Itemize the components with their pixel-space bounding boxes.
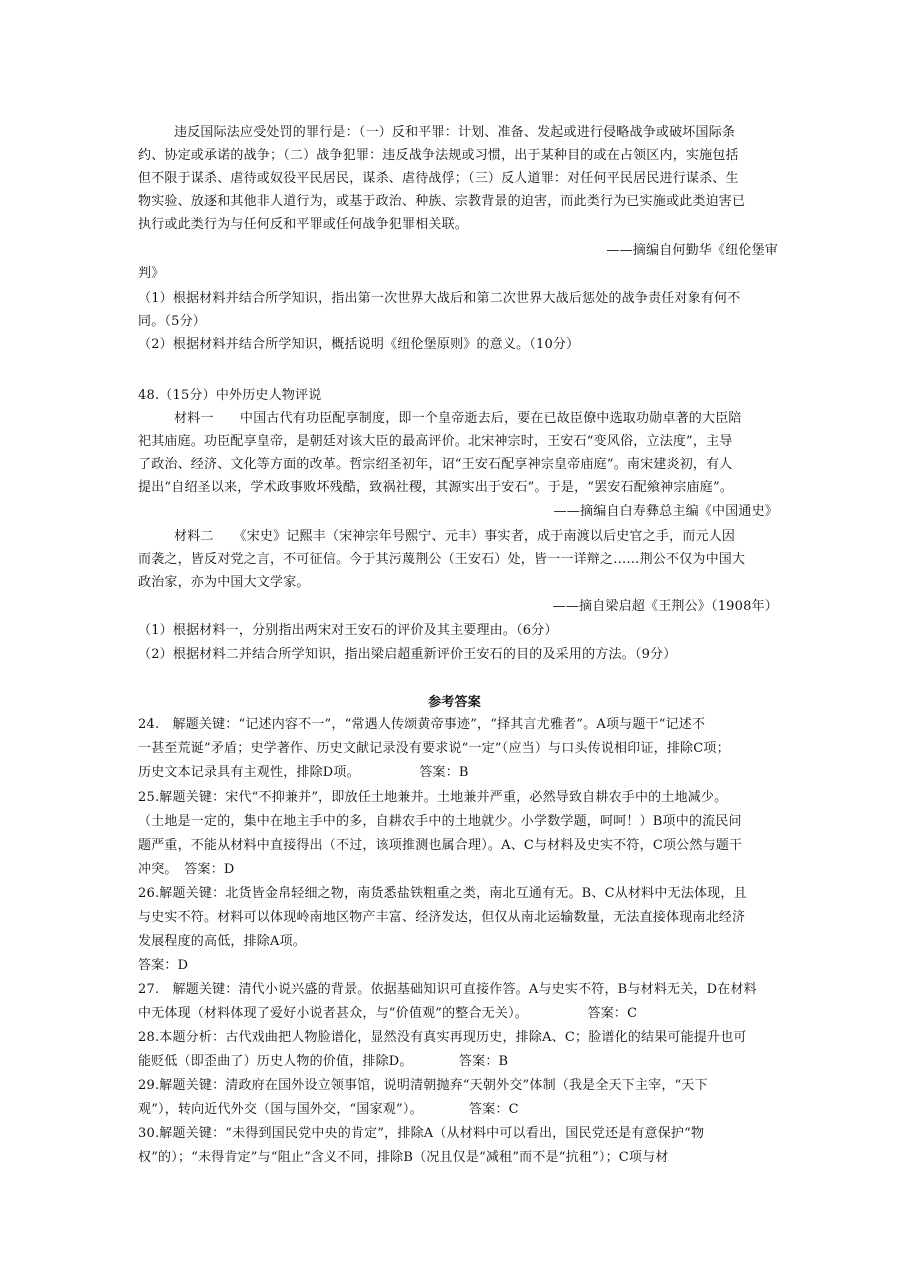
answer-29: 29.解题关键：清政府在国外设立领事馆，说明清朝抛弃“天朝外交”体制（我是全天下主宰，“天下 xyxy=(138,1078,708,1093)
question-48-1: （1）根据材料一，分别指出两宋对王安石的评价及其主要理由。（6分） xyxy=(138,623,558,638)
material-1-line: 提出“自绍圣以来，学术政事败坏残酷，致祸社稷，其源实出于安石”。于是，“罢安石配飨神宗庙庭”。 xyxy=(138,480,733,495)
answer-27: 中无体现（材料体现了爱好小说者甚众，与“价值观”的整合无关）。 答案：C xyxy=(138,1006,638,1021)
answer-30: 权”的）；“未得肯定”与“阻止”含义不同，排除B（况且仅是“减租”而不是“抗租”）；C项与材 xyxy=(138,1150,669,1165)
material-text-line: 执行或此类行为与任何反和平罪或任何战争犯罪相关联。 xyxy=(138,217,469,232)
question-47-1: （1）根据材料并结合所学知识，指出第一次世界大战后和第二次世界大战后惩处的战争责任对象有何不 xyxy=(138,291,741,306)
answer-24: 历史文本记录具有主观性，排除D项。 答案：B xyxy=(138,765,469,780)
material-text-line: 但不限于谋杀、虐待或奴役平民居民，谋杀、虐待战俘；（三）反人道罪：对任何平民居民进行谋杀、生 xyxy=(138,171,739,186)
answer-27: 27. 解题关键：清代小说兴盛的背景。依据基础知识可直接作答。A与史实不符，B与材料无关，D在材料 xyxy=(138,982,757,997)
material-text-line: 约、协定或承诺的战争；（二）战争犯罪：违反战争法规或习惯，出于某种目的或在占领区内，实施包括 xyxy=(138,148,739,163)
source-citation-continued: 判》 xyxy=(138,266,165,281)
answer-28: 28.本题分析：古代戏曲把人物脸谱化，显然没有真实再现历史，排除A、C；脸谱化的结果可能提升也可 xyxy=(138,1030,747,1045)
answer-25: 冲突。 答案：D xyxy=(138,862,235,877)
answer-28: 能贬低（即歪曲了）历史人物的价值，排除D。 答案：B xyxy=(138,1054,509,1069)
source-citation: ——摘编自白寿彝总主编《中国通史》 xyxy=(553,504,778,519)
answer-25: 题严重，不能从材料中直接得出（不过，该项推测也属合理）。A、C与材料及史实不符，C项公然与题干 xyxy=(138,838,743,853)
material-2-line: 而袭之，皆反对党之言，不可征信。今于其污蔑荆公（王安石）处，皆一一详辩之……荆公不仅为中国大 xyxy=(138,552,746,567)
source-citation: ——摘编自何勤华《纽伦堡审 xyxy=(606,243,778,258)
answer-26: 发展程度的高低，排除A项。 xyxy=(138,934,306,949)
answer-26: 答案：D xyxy=(138,958,189,973)
answer-26: 26.解题关键：北货皆金帛轻细之物，南货悉盐铁粗重之类，南北互通有无。B、C从材料中无法体现，且 xyxy=(138,886,747,901)
material-text-line: 违反国际法应受处罚的罪行是：（一）反和平罪：计划、准备、发起或进行侵略战争或破坏国际条 xyxy=(174,125,736,140)
question-48-2: （2）根据材料二并结合所学知识，指出梁启超重新评价王安石的目的及采用的方法。（9分） xyxy=(138,647,677,662)
answer-29: 观”），转向近代外交（国与国外交，“国家观”）。 答案：C xyxy=(138,1102,519,1117)
material-2-line: 政治家，亦为中国大文学家。 xyxy=(138,575,310,590)
question-47-2: （2）根据材料并结合所学知识，概括说明《纽伦堡原则》的意义。（10分） xyxy=(138,337,580,352)
answer-30: 30.解题关键：“未得到国民党中央的肯定”，排除A（从材料中可以看出，国民党还是有意保护“物 xyxy=(138,1126,705,1141)
material-1-line: 材料一 中国古代有功臣配享制度，即一个皇帝逝去后，要在已故臣僚中选取功勋卓著的大臣陪 xyxy=(174,411,742,426)
material-1-line: 了政治、经济、文化等方面的改革。哲宗绍圣初年，诏“王安石配享神宗皇帝庙庭”。南宋建炎初，有人 xyxy=(138,457,733,472)
question-48-heading: 48.（15分）中外历史人物评说 xyxy=(138,388,322,403)
material-text-line: 物实验、放逐和其他非人道行为，或基于政治、种族、宗教背景的迫害，而此类行为已实施或此类迫害已 xyxy=(138,194,746,209)
material-2-line: 材料二 《宋史》记熙丰（宋神宗年号熙宁、元丰）事实者，成于南渡以后史官之手，而元人因 xyxy=(174,529,736,544)
answer-24: 一甚至荒诞”矛盾；史学著作、历史文献记录没有要求说“一定”（应当）与口头传说相印证，排除C项； xyxy=(138,741,730,756)
answer-25: （土地是一定的，集中在地主手中的多，自耕农手中的土地就少。小学数学题，呵呵！）B项中的流民问 xyxy=(138,814,742,829)
answers-title: 参考答案 xyxy=(428,695,481,710)
source-citation: ——摘自梁启超《王荆公》（1908年） xyxy=(552,599,778,614)
answer-25: 25.解题关键：宋代“不抑兼并”，即放任土地兼并。土地兼并严重，必然导致自耕农手中的土地减少。 xyxy=(138,790,728,805)
answer-26: 与史实不符。材料可以体现岭南地区物产丰富、经济发达，但仅从南北运输数量，无法直接体现南北经济 xyxy=(138,910,746,925)
question-47-1-cont: 同。（5分） xyxy=(138,314,206,329)
answer-24: 24. 解题关键：“记述内容不一”，“常遇人传颂黄帝事迹”，“择其言尤雅者”。A项与题干“记述不 xyxy=(138,717,706,732)
material-1-line: 祀其庙庭。功臣配享皇帝，是朝廷对该大臣的最高评价。北宋神宗时，王安石“变风俗，立法度”，主导 xyxy=(138,434,733,449)
